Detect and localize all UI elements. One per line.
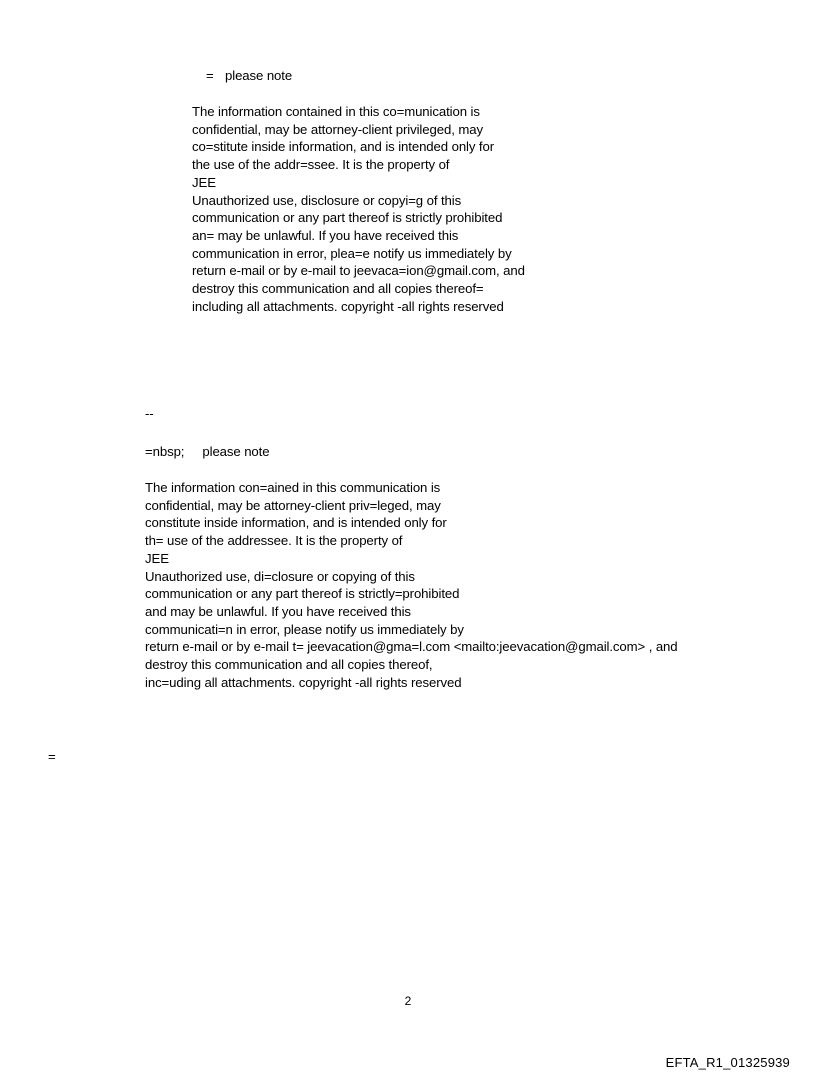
second-notice-line: communication or any part thereof is strictly=prohibited [145, 586, 460, 602]
second-notice-line: return e-mail or by e-mail t= jeevacation@gma=l.com <mailto:jeevacation@gmail.com> , and [145, 639, 678, 655]
second-notice-line: and may be unlawful. If you have received this [145, 603, 411, 619]
first-notice-bullet: = [206, 68, 214, 83]
trailing-mark: = [48, 749, 56, 764]
second-notice-heading-text: please note [202, 444, 270, 459]
page-number: 2 [404, 994, 412, 1008]
signature-separator: -- [145, 406, 154, 421]
first-notice-heading-text: please note [225, 68, 293, 83]
first-notice-line: The information contained in this co=munication is [192, 104, 480, 119]
second-notice-line: constitute inside information, and is intended only for [145, 515, 447, 531]
second-notice-prefix: =nbsp; [145, 444, 185, 459]
second-notice-body [145, 479, 678, 691]
first-notice-line: the use of the addr=ssee. It is the property of [192, 157, 450, 173]
second-notice-line: confidential, may be attorney-client priv=leged, may [145, 497, 441, 513]
second-notice-line: th= use of the addressee. It is the property of [145, 533, 403, 549]
first-notice-line: destroy this communication and all copies thereof= [192, 281, 484, 297]
second-notice-line: The information con=ained in this communication is [145, 480, 441, 495]
first-notice-line: including all attachments. copyright -all rights reserved [192, 298, 504, 314]
first-notice-line: confidential, may be attorney-client privileged, may [192, 121, 483, 137]
second-notice-line: inc=uding all attachments. copyright -all rights reserved [145, 674, 462, 690]
first-notice-line: Unauthorized use, disclosure or copyi=g of this [192, 192, 462, 208]
first-notice-line: communication in error, plea=e notify us immediately by [192, 245, 512, 261]
first-notice-line: return e-mail or by e-mail to jeevaca=ion@gmail.com, and [192, 263, 525, 279]
second-notice-line: Unauthorized use, di=closure or copying of this [145, 568, 415, 584]
second-notice-heading [145, 443, 269, 461]
second-notice-line: communicati=n in error, please notify us immediately by [145, 621, 464, 637]
second-notice-line: destroy this communication and all copies thereof, [145, 657, 433, 673]
bates-number: EFTA_R1_01325939 [665, 1055, 790, 1070]
first-notice-line: JEE [192, 174, 216, 190]
second-notice-line: JEE [145, 550, 169, 566]
first-notice-heading [206, 67, 292, 85]
first-notice-line: co=stitute inside information, and is intended only for [192, 139, 495, 155]
first-notice-line: an= may be unlawful. If you have received this [192, 227, 459, 243]
first-notice-line: communication or any part thereof is strictly prohibited [192, 210, 503, 226]
first-notice-body [192, 103, 525, 315]
